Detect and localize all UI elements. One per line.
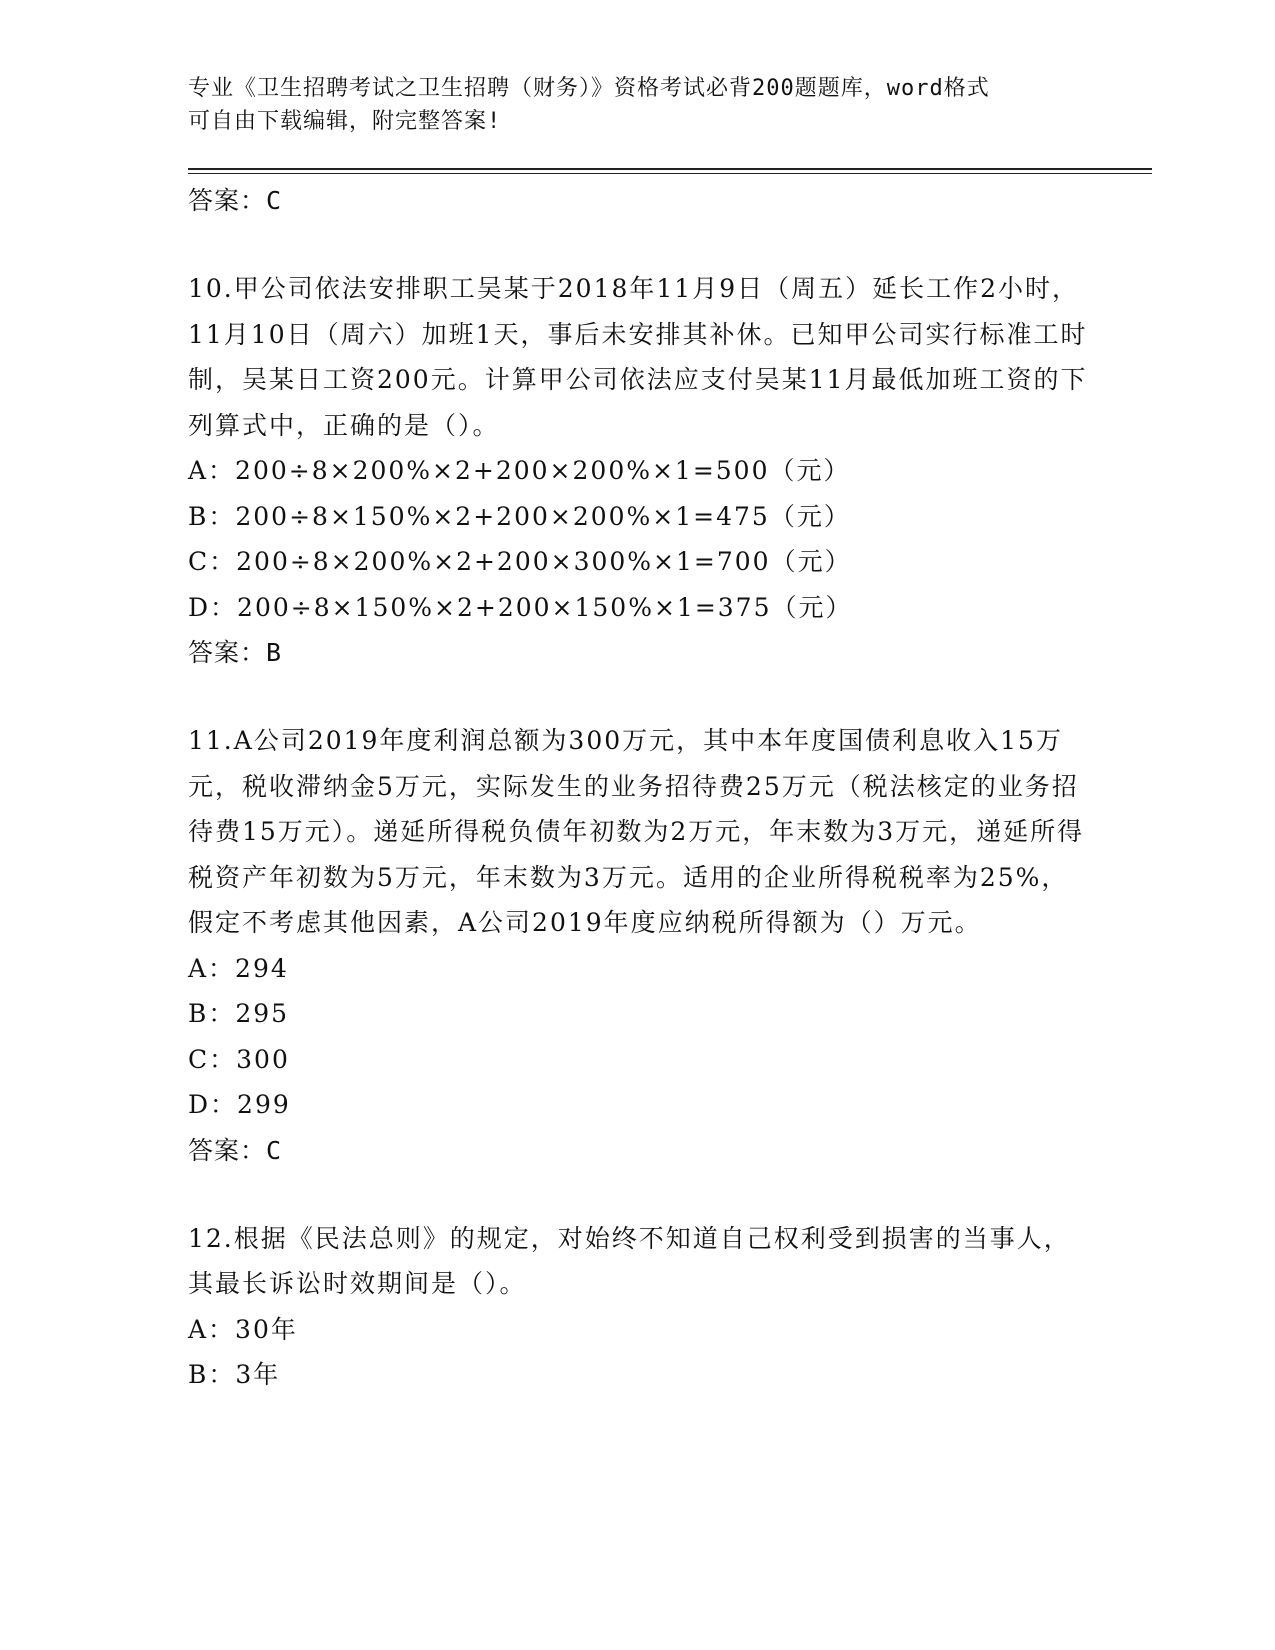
question-stem: 10.甲公司依法安排职工吴某于2018年11月9日（周五）延长工作2小时，11月10日（周六）加班1天，事后未安排其补休。已知甲公司实行标准工时制，吴某日工资200元。计算甲公司依法应支付吴某11月最低加班工资的下列算式中，正确的是（）。	[188, 274, 1088, 440]
question-stem: 12.根据《民法总则》的规定，对始终不知道自己权利受到损害的当事人，其最长诉讼时效期间是（）。	[188, 1223, 1071, 1298]
question-10	[188, 266, 1148, 676]
option-a: A：200÷8×200%×2+200×200%×1=500（元）	[188, 456, 851, 485]
option-b: B：3年	[188, 1360, 281, 1389]
option-c: C：200÷8×200%×2+200×300%×1=700（元）	[188, 547, 852, 576]
option-b: B：200÷8×150%×2+200×200%×1=475（元）	[188, 501, 851, 531]
document-page	[188, 72, 1148, 1398]
option-d: D：299	[188, 1090, 291, 1119]
option-c: C：300	[188, 1044, 290, 1074]
previous-answer: 答案：C	[188, 186, 283, 215]
option-a: A：30年	[188, 1314, 298, 1344]
option-b: B：295	[188, 999, 290, 1028]
question-answer: 答案：B	[188, 638, 283, 667]
question-stem: 11.A公司2019年度利润总额为300万元，其中本年度国债利息收入15万元，税收滞纳金5万元，实际发生的业务招待费25万元（税法核定的业务招待费15万元）。递延所得税负债年初数为2万元，年末数为3万元，递延所得税资产年初数为5万元，年末数为3万元。适用的企业所得税税率为25%，假定不考虑其他因素，A公司2019年度应纳税所得额为（）万元。	[188, 726, 1085, 937]
option-d: D：200÷8×150%×2+200×150%×1=375（元）	[188, 592, 853, 622]
header-divider	[188, 168, 1152, 174]
option-a: A：294	[188, 953, 289, 983]
question-11	[188, 718, 1148, 1174]
question-answer: 答案：C	[188, 1135, 283, 1165]
document-header-line-1: 专业《卫生招聘考试之卫生招聘（财务）》资格考试必背200题题库，word格式	[188, 76, 990, 101]
document-header-line-2: 可自由下载编辑，附完整答案!	[188, 109, 502, 134]
question-12	[188, 1216, 1148, 1398]
